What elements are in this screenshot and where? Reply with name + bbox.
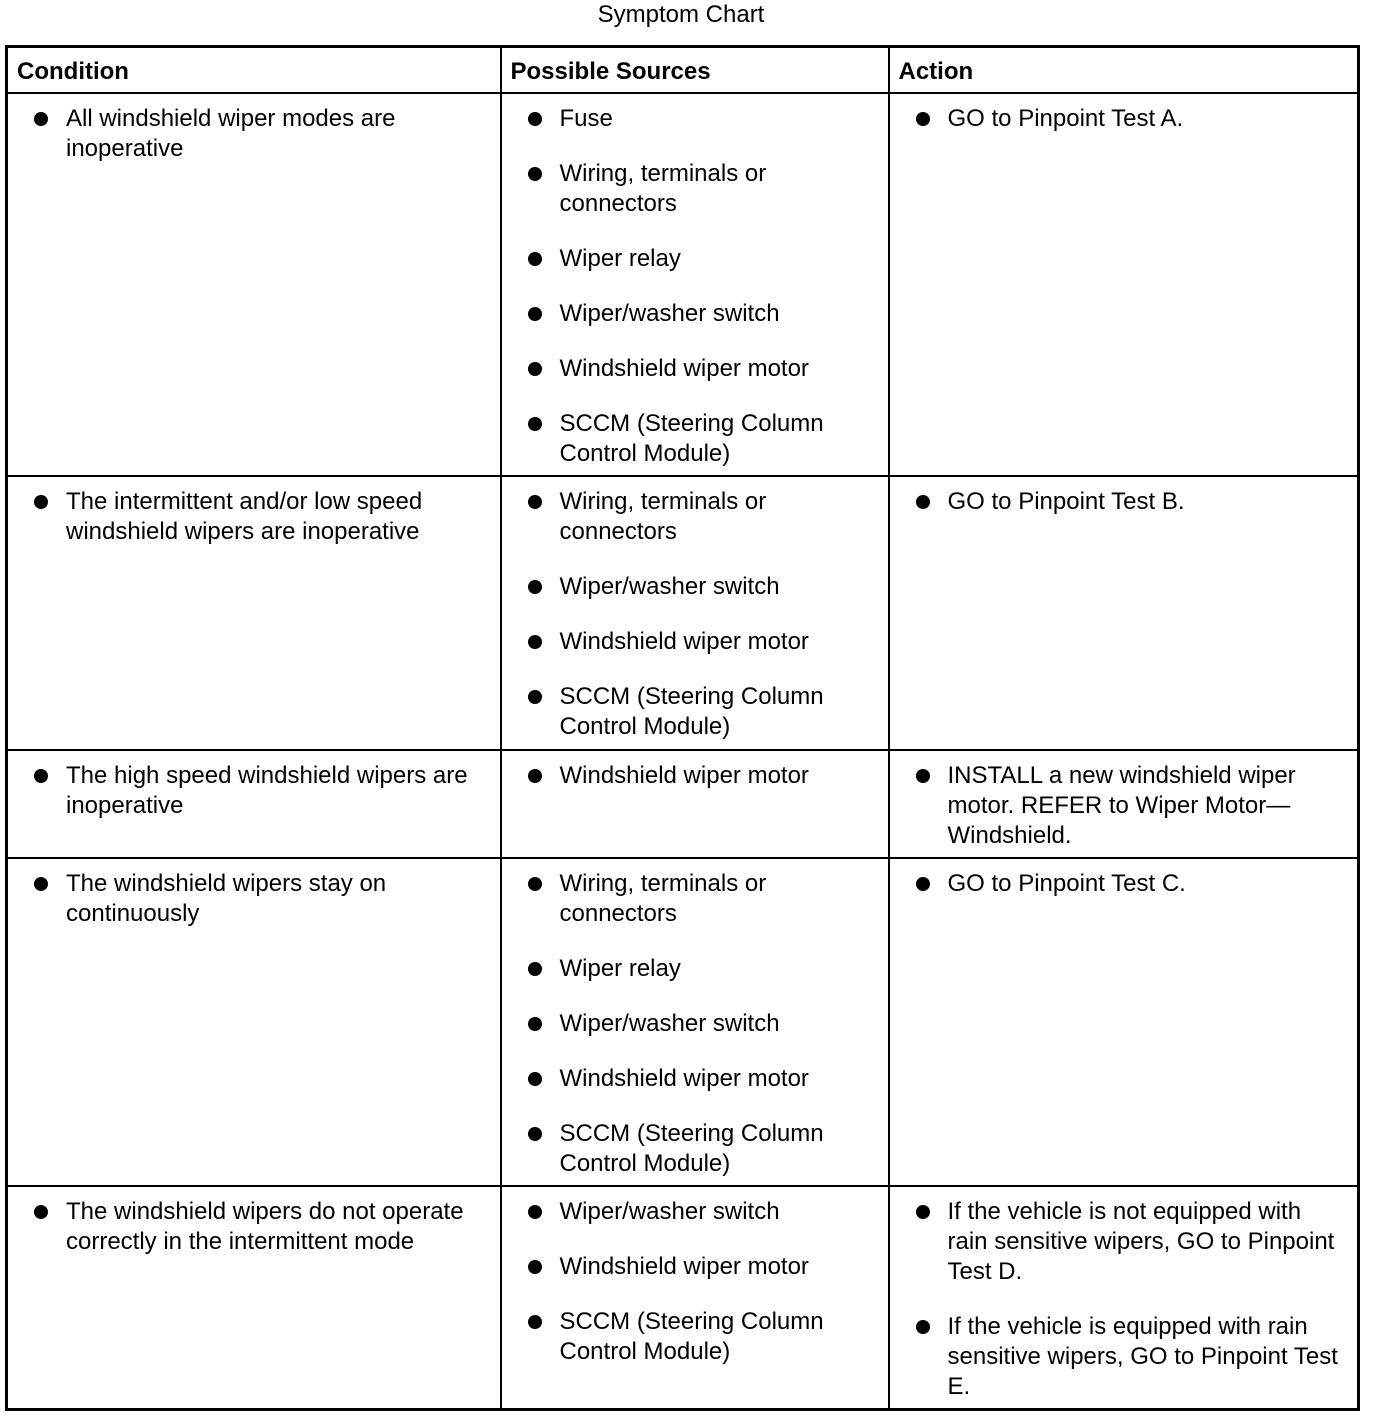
bullet-icon xyxy=(916,112,930,126)
bullet-icon xyxy=(34,1205,48,1219)
list-item xyxy=(502,159,878,219)
condition-cell xyxy=(7,858,501,1186)
header-possible-sources: Possible Sources xyxy=(501,47,889,93)
source-text: Wiring, terminals or connectors xyxy=(559,159,767,217)
list-item xyxy=(502,104,878,134)
source-text: Wiper/washer switch xyxy=(559,299,780,327)
symptom-table xyxy=(5,45,1360,1411)
list-item xyxy=(8,104,490,164)
condition-text: All windshield wiper modes are inoperative xyxy=(66,104,396,162)
bullet-icon xyxy=(528,362,542,376)
bullet-icon xyxy=(528,112,542,126)
bullet-icon xyxy=(528,1260,542,1274)
bullet-icon xyxy=(528,877,542,891)
source-text: Windshield wiper motor xyxy=(559,627,809,655)
list-item xyxy=(502,761,878,791)
source-text: Windshield wiper motor xyxy=(559,354,809,382)
bullet-icon xyxy=(528,635,542,649)
list-item xyxy=(890,1312,1348,1402)
bullet-icon xyxy=(528,580,542,594)
list-item xyxy=(502,682,878,742)
list-item xyxy=(502,572,878,602)
list-item xyxy=(502,1064,878,1094)
list-item xyxy=(890,1197,1348,1287)
condition-text: The windshield wipers do not operate correctly in the intermittent mode xyxy=(66,1197,464,1255)
action-text: GO to Pinpoint Test C. xyxy=(947,869,1186,897)
bullet-icon xyxy=(916,495,930,509)
list-item xyxy=(8,487,490,547)
action-text: INSTALL a new windshield wiper motor. REFER to Wiper Motor—Windshield. xyxy=(947,761,1296,849)
bullet-icon xyxy=(34,495,48,509)
action-cell xyxy=(889,476,1359,750)
bullet-icon xyxy=(528,1315,542,1329)
condition-cell xyxy=(7,476,501,750)
action-cell xyxy=(889,1186,1359,1410)
bullet-icon xyxy=(916,1205,930,1219)
bullet-icon xyxy=(528,1017,542,1031)
source-text: Wiper/washer switch xyxy=(559,1009,780,1037)
list-item xyxy=(502,354,878,384)
bullet-icon xyxy=(528,690,542,704)
bullet-icon xyxy=(528,1127,542,1141)
source-text: Fuse xyxy=(559,104,613,132)
sources-cell xyxy=(501,1186,889,1410)
sources-cell xyxy=(501,93,889,476)
source-text: Wiper/washer switch xyxy=(559,572,780,600)
list-item xyxy=(502,1009,878,1039)
action-text: GO to Pinpoint Test B. xyxy=(947,487,1185,515)
bullet-icon xyxy=(916,1320,930,1334)
list-item xyxy=(890,487,1348,517)
action-cell xyxy=(889,858,1359,1186)
bullet-icon xyxy=(528,495,542,509)
table-row xyxy=(7,1186,1359,1410)
source-text: SCCM (Steering Column Control Module) xyxy=(559,1119,824,1177)
bullet-icon xyxy=(528,1072,542,1086)
header-action: Action xyxy=(889,47,1359,93)
source-text: SCCM (Steering Column Control Module) xyxy=(559,409,824,467)
source-text: SCCM (Steering Column Control Module) xyxy=(559,682,824,740)
list-item xyxy=(8,1197,490,1257)
list-item xyxy=(502,409,878,469)
list-item xyxy=(502,869,878,929)
list-item xyxy=(502,1252,878,1282)
condition-text: The intermittent and/or low speed windshield wipers are inoperative xyxy=(66,487,423,545)
bullet-icon xyxy=(528,769,542,783)
source-text: Windshield wiper motor xyxy=(559,1064,809,1092)
action-text: GO to Pinpoint Test A. xyxy=(947,104,1184,132)
table-row xyxy=(7,858,1359,1186)
list-item xyxy=(502,244,878,274)
condition-cell xyxy=(7,750,501,858)
bullet-icon xyxy=(916,877,930,891)
table-row xyxy=(7,750,1359,858)
source-text: Wiper relay xyxy=(559,954,681,982)
header-condition: Condition xyxy=(7,47,501,93)
source-text: Wiring, terminals or connectors xyxy=(559,869,767,927)
action-cell xyxy=(889,93,1359,476)
condition-cell xyxy=(7,93,501,476)
bullet-icon xyxy=(528,167,542,181)
action-cell xyxy=(889,750,1359,858)
bullet-icon xyxy=(528,252,542,266)
list-item xyxy=(502,1307,878,1367)
bullet-icon xyxy=(528,1205,542,1219)
source-text: Wiring, terminals or connectors xyxy=(559,487,767,545)
sources-cell xyxy=(501,476,889,750)
bullet-icon xyxy=(34,112,48,126)
list-item xyxy=(890,761,1348,851)
list-item xyxy=(890,869,1348,899)
bullet-icon xyxy=(34,769,48,783)
condition-text: The windshield wipers stay on continuously xyxy=(66,869,387,927)
list-item xyxy=(502,1197,878,1227)
list-item xyxy=(502,1119,878,1179)
table-row xyxy=(7,476,1359,750)
table-row xyxy=(7,93,1359,476)
list-item xyxy=(502,487,878,547)
bullet-icon xyxy=(528,307,542,321)
source-text: Wiper relay xyxy=(559,244,681,272)
list-item xyxy=(8,761,490,821)
condition-cell xyxy=(7,1186,501,1410)
action-text: If the vehicle is equipped with rain sensitive wipers, GO to Pinpoint Test E. xyxy=(947,1312,1338,1400)
condition-text: The high speed windshield wipers are inoperative xyxy=(66,761,468,819)
source-text: Wiper/washer switch xyxy=(559,1197,780,1225)
bullet-icon xyxy=(528,962,542,976)
source-text: SCCM (Steering Column Control Module) xyxy=(559,1307,824,1365)
list-item xyxy=(502,299,878,329)
bullet-icon xyxy=(916,769,930,783)
sources-cell xyxy=(501,858,889,1186)
list-item xyxy=(890,104,1348,134)
chart-title: Symptom Chart xyxy=(597,1,765,28)
action-text: If the vehicle is not equipped with rain sensitive wipers, GO to Pinpoint Test D. xyxy=(947,1197,1335,1285)
list-item xyxy=(8,869,490,929)
bullet-icon xyxy=(34,877,48,891)
source-text: Windshield wiper motor xyxy=(559,761,809,789)
list-item xyxy=(502,627,878,657)
header-row xyxy=(7,47,1359,93)
bullet-icon xyxy=(528,417,542,431)
sources-cell xyxy=(501,750,889,858)
list-item xyxy=(502,954,878,984)
source-text: Windshield wiper motor xyxy=(559,1252,809,1280)
